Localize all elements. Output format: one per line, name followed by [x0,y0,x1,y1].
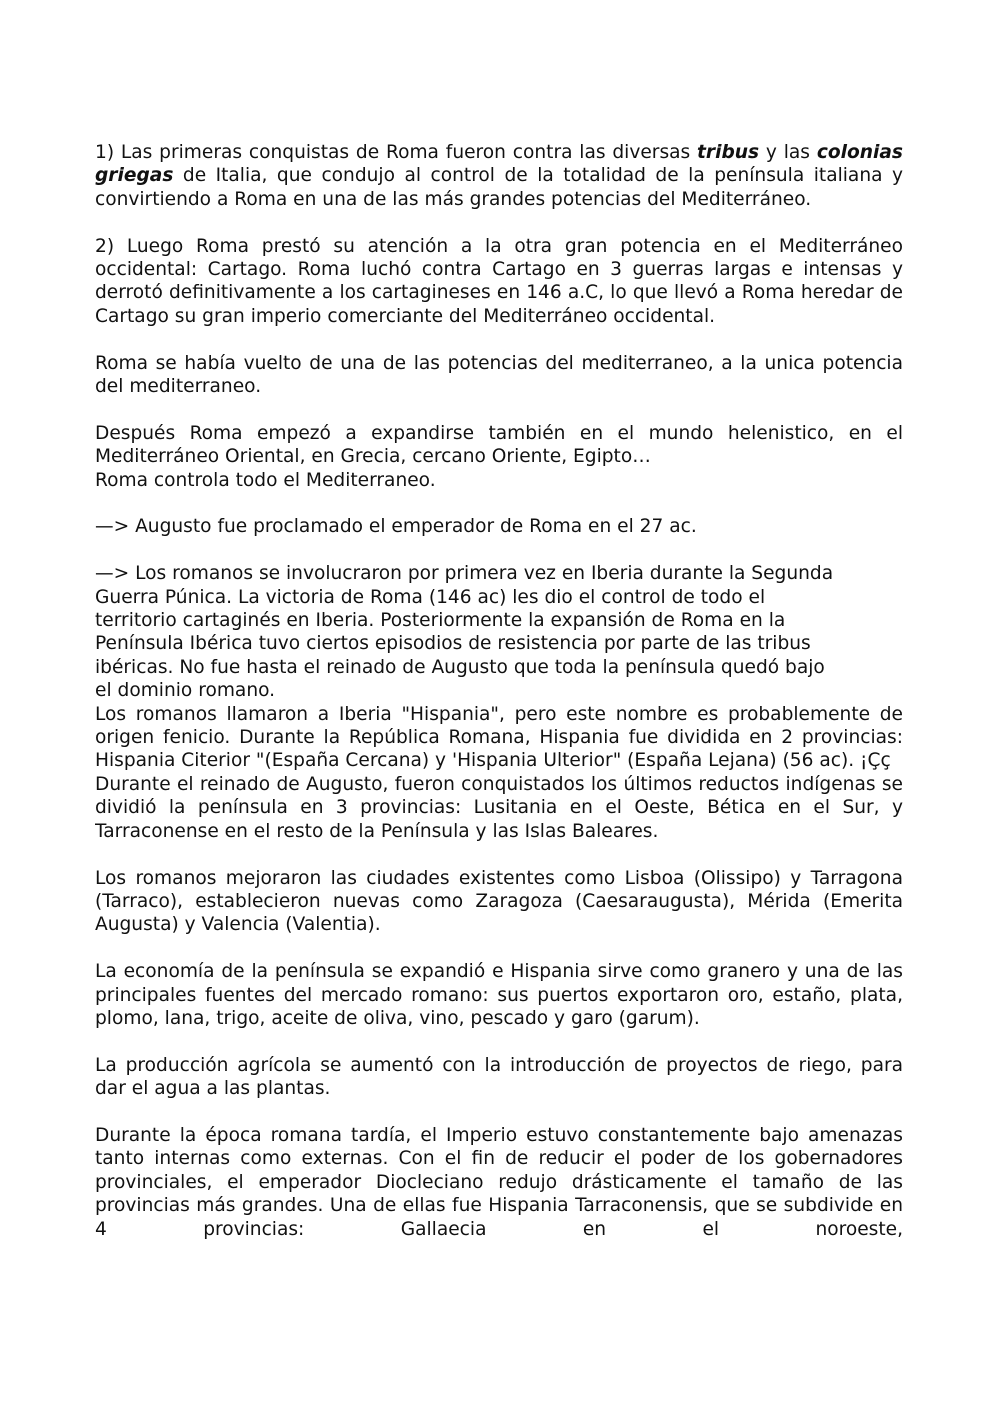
p1-text-c: y las [759,142,817,163]
paragraph-controla-mediterraneo: Roma controla todo el Mediterraneo. [95,469,436,491]
iberia-line-6: el dominio romano. [95,680,276,702]
iberia-line-3: territorio cartaginés en Iberia. Posteriormente la expansión de Roma en la [95,610,786,632]
iberia-line-5: ibéricas. No fue hasta el reinado de Augusto que toda la península quedó bajo [95,656,825,678]
paragraph-iberia-segunda-guerra [95,562,903,702]
paragraph-epoca-tardia: Durante la época romana tardía, el Imperio estuvo constantemente bajo amenazas tanto internas como externas. Con el fin de reducir el poder de los gobernadores provinciales, el emperador Diocleciano redujo drásticamente el tamaño de las provincias más grandes. Una de ellas fue Hispania Tarraconensis, que se subdivide en 4 provincias: Gallaecia en el noroeste, [95,1124,903,1240]
p1-text-e: de Italia, que condujo al control de la totalidad de la península italiana y convirtiendo a Roma en una de las más grandes potencias del Mediterráneo. [95,165,903,210]
paragraph-cartago: 2) Luego Roma prestó su atención a la otra gran potencia en el Mediterráneo occidental: Cartago. Roma luchó contra Cartago en 3 guerras largas e intensas y derrotó definitivamente a los cartagineses en 146 a.C, lo que llevó a Roma heredar de Cartago su gran imperio comerciante del Mediterráneo occidental. [95,235,903,327]
paragraph-produccion-agricola: La producción agrícola se aumentó con la introducción de proyectos de riego, para dar el agua a las plantas. [95,1054,903,1100]
iberia-line-2: Guerra Púnica. La victoria de Roma (146 ac) les dio el control de todo el [95,586,766,608]
p1-text-a: 1) Las primeras conquistas de Roma fueron contra las diversas [95,142,698,163]
paragraph-ciudades: Los romanos mejoraron las ciudades existentes como Lisboa (Olissipo) y Tarragona (Tarraco), establecieron nuevas como Zaragoza (Caesaraugusta), Mérida (Emerita Augusta) y Valencia (Valentia). [95,867,903,936]
document-page [95,141,903,1401]
term-tribus: tribus [697,142,760,163]
term-colonias-griegas: colonias griegas [95,142,903,187]
iberia-line-4: Península Ibérica tuvo ciertos episodios de resistencia por parte de las tribus [95,633,811,655]
paragraph-helenistico: Después Roma empezó a expandirse también en el mundo helenistico, en el Mediterráneo Oriental, en Grecia, cercano Oriente, Egipto… [95,422,903,468]
paragraph-unica-potencia: Roma se había vuelto de una de las potencias del mediterraneo, a la unica potencia del mediterraneo. [95,352,903,398]
paragraph-augusto-emperador: —> Augusto fue proclamado el emperador de Roma en el 27 ac. [95,516,697,538]
iberia-line-1: —> Los romanos se involucraron por primera vez en Iberia durante la Segunda [95,563,834,585]
paragraph-reinado-augusto: Durante el reinado de Augusto, fueron conquistados los últimos reductos indígenas se dividió la península en 3 provincias: Lusitania en el Oeste, Bética en el Sur, y Tarraconense en el resto de la Península y las Islas Baleares. [95,773,903,842]
paragraph-economia: La economía de la península se expandió e Hispania sirve como granero y una de las principales fuentes del mercado romano: sus puertos exportaron oro, estaño, plata, plomo, lana, trigo, aceite de oliva, vino, pescado y garo (garum). [95,961,903,1029]
paragraph-hispania-nombre: Los romanos llamaron a Iberia "Hispania", pero este nombre es probablemente de origen fenicio. Durante la República Romana, Hispania fue dividida en 2 provincias: Hispania Citerior "(España Cercana) y 'Hispania Ulterior" (España Lejana) (56 ac). ¡Çç [95,703,903,772]
paragraph-first-conquests [95,141,903,211]
